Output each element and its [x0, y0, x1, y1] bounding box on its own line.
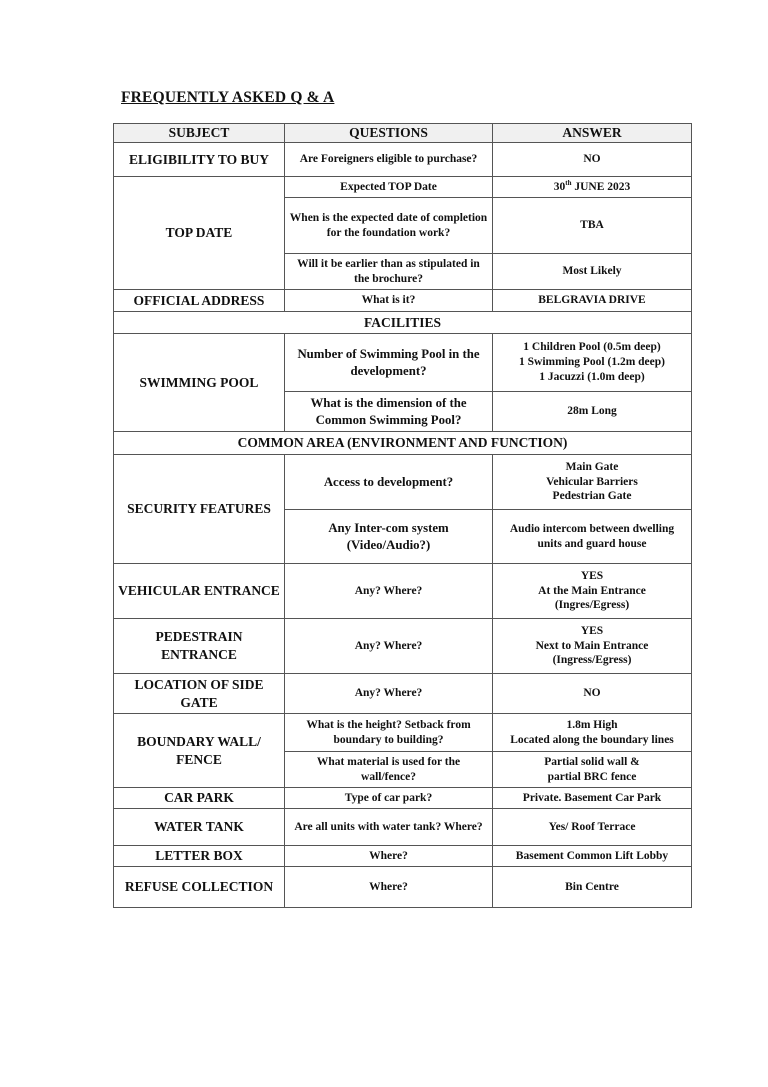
question-cell: Are all units with water tank? Where? [285, 809, 493, 846]
answer-cell: TBA [493, 198, 692, 254]
table-row [114, 455, 692, 510]
question-cell: Access to development? [285, 455, 493, 510]
question-cell: Number of Swimming Pool in the development? [285, 334, 493, 392]
answer-line: Next to Main Entrance [535, 639, 649, 652]
answer-cell: NO [493, 143, 692, 177]
question-cell: What is the height? Setback from boundary to building? [285, 714, 493, 752]
question-cell: Expected TOP Date [285, 177, 493, 198]
table-row [114, 619, 692, 674]
question-cell: Any? Where? [285, 564, 493, 619]
answer-cell [493, 714, 692, 752]
answer-line: 1 Swimming Pool (1.2m deep) [519, 356, 665, 369]
question-cell: Where? [285, 867, 493, 908]
question-cell: What is it? [285, 290, 493, 312]
answer-line: (Ingress/Egress) [552, 654, 632, 667]
answer-line: Pedestrian Gate [552, 490, 632, 503]
subject-cell: SWIMMING POOL [114, 334, 285, 432]
header-answer: ANSWER [493, 124, 692, 143]
subject-cell: OFFICIAL ADDRESS [114, 290, 285, 312]
table-row [114, 290, 692, 312]
answer-cell: Yes/ Roof Terrace [493, 809, 692, 846]
answer-month-year: JUNE 2023 [571, 180, 631, 193]
answer-cell [493, 177, 692, 198]
table-row [114, 143, 692, 177]
question-cell: What is the dimension of the Common Swimming Pool? [285, 392, 493, 432]
answer-line: Main Gate [565, 460, 619, 473]
subject-cell: PEDESTRAIN ENTRANCE [114, 619, 285, 674]
answer-cell [493, 334, 692, 392]
section-heading-facilities: FACILITIES [114, 312, 692, 334]
table-row [114, 674, 692, 714]
question-cell: Any? Where? [285, 619, 493, 674]
answer-cell: Audio intercom between dwelling units and guard house [493, 510, 692, 564]
answer-day: 30 [553, 180, 566, 193]
answer-line: YES [580, 624, 604, 637]
answer-line: 1.8m High [566, 718, 618, 731]
subject-cell: WATER TANK [114, 809, 285, 846]
table-row [114, 788, 692, 809]
answer-line: 1 Jacuzzi (1.0m deep) [539, 370, 645, 383]
answer-cell: 28m Long [493, 392, 692, 432]
subject-cell: LETTER BOX [114, 846, 285, 867]
subject-cell: BOUNDARY WALL/ FENCE [114, 714, 285, 788]
answer-cell: BELGRAVIA DRIVE [493, 290, 692, 312]
page-title: FREQUENTLY ASKED Q & A [121, 89, 335, 106]
section-row [114, 432, 692, 455]
subject-cell: CAR PARK [114, 788, 285, 809]
question-cell: Any? Where? [285, 674, 493, 714]
subject-cell: SECURITY FEATURES [114, 455, 285, 564]
answer-line: At the Main Entrance [538, 584, 646, 597]
answer-line: Located along the boundary lines [510, 733, 674, 746]
header-subject: SUBJECT [114, 124, 285, 143]
answer-cell: NO [493, 674, 692, 714]
answer-cell: Basement Common Lift Lobby [493, 846, 692, 867]
answer-line: partial BRC fence [547, 770, 637, 783]
answer-line: Vehicular Barriers [546, 475, 638, 488]
answer-cell [493, 752, 692, 788]
section-row [114, 312, 692, 334]
answer-cell [493, 455, 692, 510]
answer-line: (Ingres/Egress) [554, 599, 630, 612]
answer-line: YES [580, 569, 604, 582]
section-heading-common-area: COMMON AREA (ENVIRONMENT AND FUNCTION) [114, 432, 692, 455]
question-cell: What material is used for the wall/fence? [285, 752, 493, 788]
answer-line: Partial solid wall & [544, 755, 640, 768]
table-row [114, 867, 692, 908]
question-cell: Type of car park? [285, 788, 493, 809]
subject-cell: LOCATION OF SIDE GATE [114, 674, 285, 714]
header-questions: QUESTIONS [285, 124, 493, 143]
question-cell: Will it be earlier than as stipulated in the brochure? [285, 254, 493, 290]
subject-cell: TOP DATE [114, 177, 285, 290]
question-cell: Any Inter-com system (Video/Audio?) [285, 510, 493, 564]
header-row [114, 124, 692, 143]
table-row [114, 809, 692, 846]
answer-cell: Private. Basement Car Park [493, 788, 692, 809]
faq-table [113, 123, 692, 908]
table-row [114, 564, 692, 619]
subject-cell: REFUSE COLLECTION [114, 867, 285, 908]
table-row [114, 334, 692, 392]
answer-cell: Bin Centre [493, 867, 692, 908]
subject-cell: ELIGIBILITY TO BUY [114, 143, 285, 177]
table-row [114, 177, 692, 198]
question-cell: Where? [285, 846, 493, 867]
question-cell: When is the expected date of completion for the foundation work? [285, 198, 493, 254]
answer-cell [493, 564, 692, 619]
subject-cell: VEHICULAR ENTRANCE [114, 564, 285, 619]
answer-line: 1 Children Pool (0.5m deep) [523, 341, 661, 354]
table-row [114, 846, 692, 867]
answer-day-suffix: th [565, 179, 572, 188]
table-row [114, 714, 692, 752]
answer-cell [493, 619, 692, 674]
answer-cell: Most Likely [493, 254, 692, 290]
question-cell: Are Foreigners eligible to purchase? [285, 143, 493, 177]
